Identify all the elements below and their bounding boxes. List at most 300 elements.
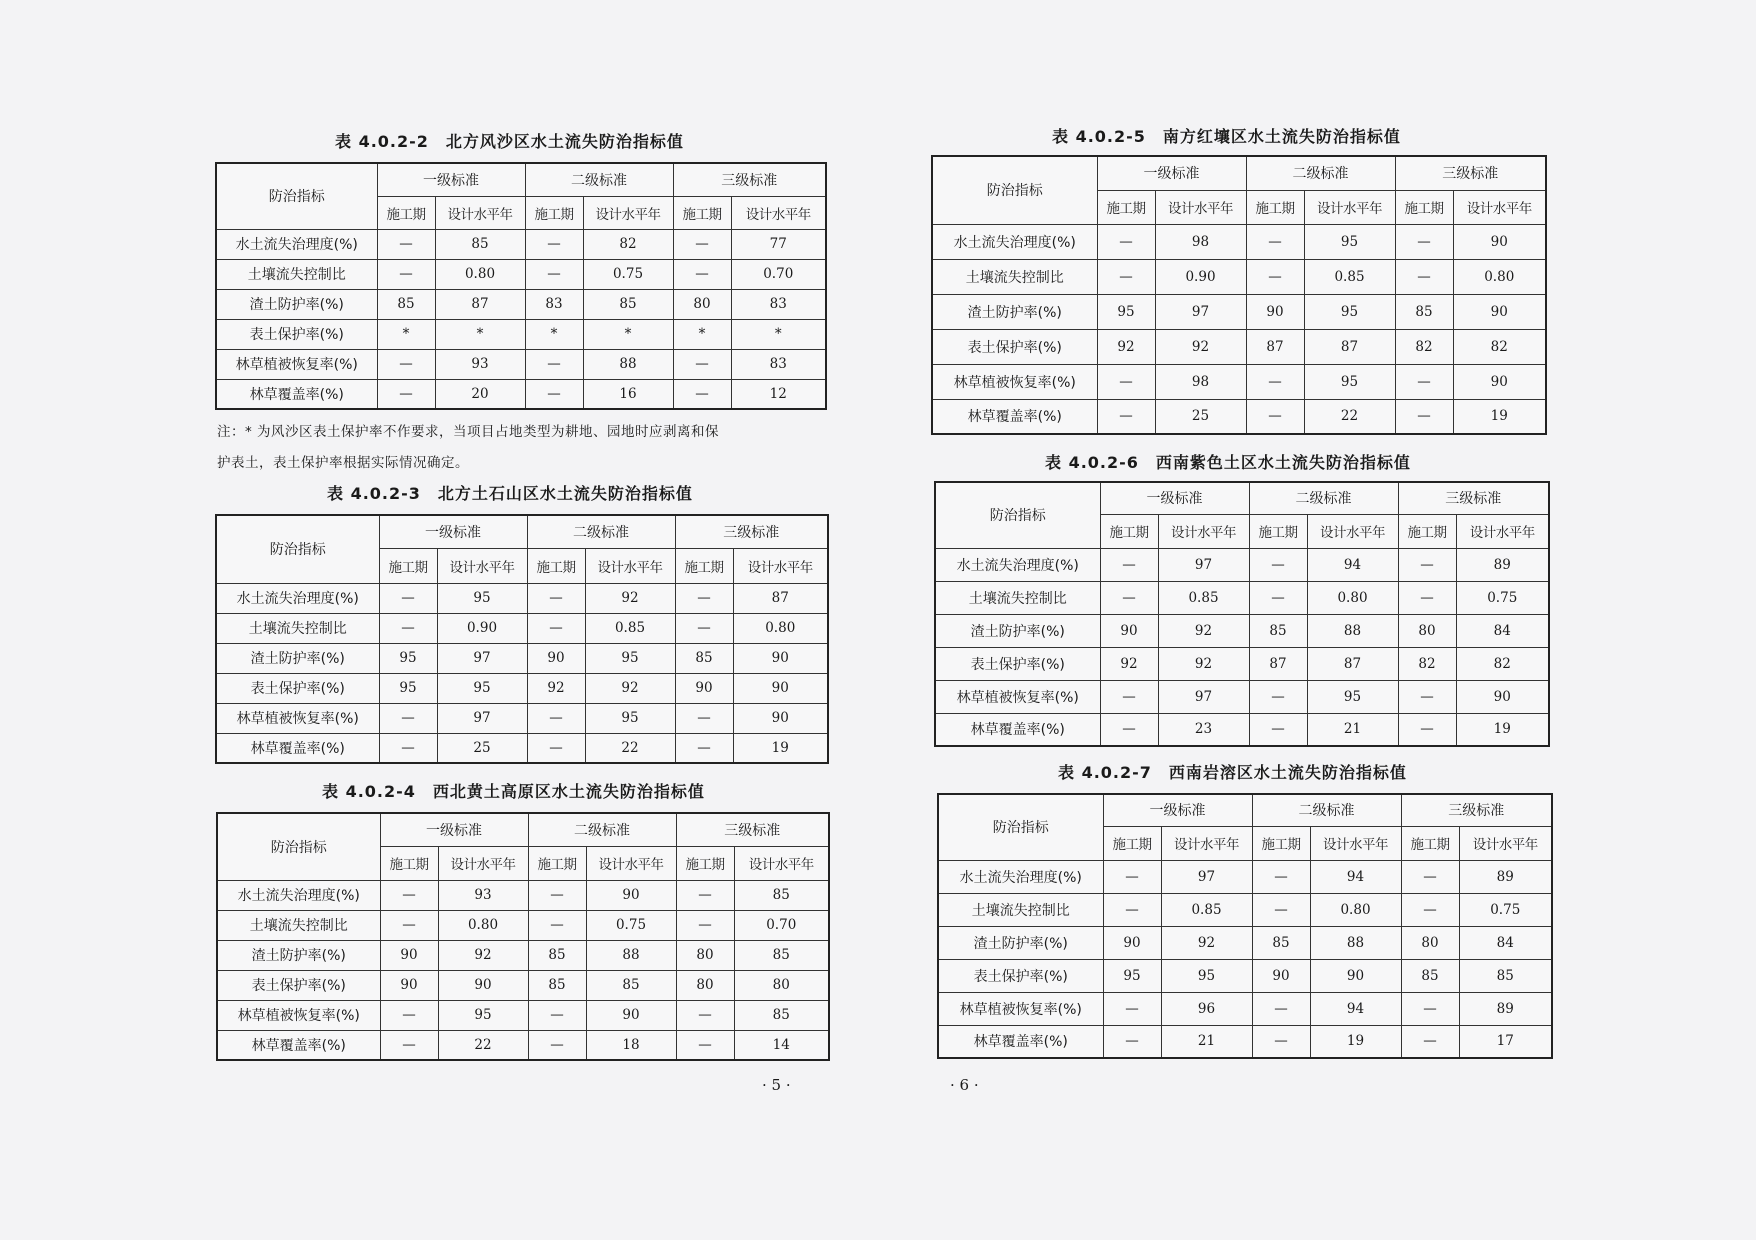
value-cell: — [1395, 259, 1453, 294]
value-cell: — [1246, 259, 1304, 294]
value-cell: — [1103, 1025, 1161, 1058]
value-cell: 90 [1453, 294, 1546, 329]
page-number: · 6 · [950, 1076, 979, 1094]
value-cell: — [1401, 860, 1459, 893]
value-cell: — [675, 733, 733, 763]
value-cell: — [1097, 259, 1155, 294]
header-level-1: 一级标准 [377, 163, 525, 196]
value-cell: 82 [1395, 329, 1453, 364]
row-label: 渣土防护率(%) [217, 940, 380, 970]
value-cell: — [1246, 399, 1304, 434]
table-row [216, 349, 826, 379]
table-row [216, 613, 828, 643]
value-cell: 93 [438, 880, 528, 910]
value-cell: 83 [731, 349, 826, 379]
value-cell: — [525, 229, 583, 259]
value-cell: 85 [528, 970, 586, 1000]
value-cell: 90 [380, 970, 438, 1000]
header-design-year: 设计水平年 [585, 548, 675, 583]
value-cell: 19 [1453, 399, 1546, 434]
row-label: 林草植被恢复率(%) [216, 703, 379, 733]
value-cell: — [377, 259, 435, 289]
value-cell: — [1100, 581, 1158, 614]
header-construction: 施工期 [1395, 190, 1453, 224]
value-cell: — [676, 1030, 734, 1060]
index-table [934, 481, 1550, 747]
value-cell: — [527, 583, 585, 613]
value-cell: 0.75 [1459, 893, 1552, 926]
value-cell: 19 [1310, 1025, 1401, 1058]
value-cell: 0.80 [435, 259, 525, 289]
value-cell: 95 [1097, 294, 1155, 329]
header-level-1: 一级标准 [380, 813, 528, 846]
value-cell: 80 [734, 970, 829, 1000]
header-construction: 施工期 [377, 196, 435, 229]
table-row [935, 713, 1549, 746]
table-caption: 表 4.0.2-6 西南紫色土区水土流失防治指标值 [1045, 453, 1411, 472]
value-cell: 25 [437, 733, 527, 763]
table-row [932, 294, 1546, 329]
value-cell: 93 [435, 349, 525, 379]
header-level-3: 三级标准 [676, 813, 829, 846]
value-cell: 92 [1161, 926, 1252, 959]
value-cell: — [528, 1000, 586, 1030]
value-cell: 83 [731, 289, 826, 319]
table-row [216, 289, 826, 319]
value-cell: — [1401, 893, 1459, 926]
table-row [217, 1000, 829, 1030]
value-cell: * [673, 319, 731, 349]
value-cell: — [1398, 581, 1456, 614]
value-cell: — [377, 349, 435, 379]
value-cell: 98 [1155, 364, 1246, 399]
value-cell: 21 [1161, 1025, 1252, 1058]
value-cell: — [1398, 680, 1456, 713]
row-label: 林草植被恢复率(%) [216, 349, 377, 379]
value-cell: — [1100, 680, 1158, 713]
value-cell: 97 [437, 643, 527, 673]
value-cell: — [527, 733, 585, 763]
value-cell: 80 [676, 970, 734, 1000]
table-row [932, 364, 1546, 399]
header-level-2: 二级标准 [525, 163, 673, 196]
index-table [937, 793, 1553, 1059]
row-label: 水土流失治理度(%) [935, 548, 1100, 581]
value-cell: 92 [1097, 329, 1155, 364]
value-cell: — [380, 1000, 438, 1030]
value-cell: — [1246, 224, 1304, 259]
value-cell: 85 [377, 289, 435, 319]
row-label: 土壤流失控制比 [938, 893, 1103, 926]
table-row [217, 1030, 829, 1060]
value-cell: 92 [585, 673, 675, 703]
header-level-2: 二级标准 [1252, 794, 1401, 826]
value-cell: 20 [435, 379, 525, 409]
value-cell: 95 [1304, 294, 1395, 329]
row-label: 表土保护率(%) [216, 673, 379, 703]
table-row [932, 329, 1546, 364]
row-label: 渣土防护率(%) [938, 926, 1103, 959]
table-row [935, 581, 1549, 614]
value-cell: 92 [1158, 614, 1249, 647]
value-cell: 0.85 [585, 613, 675, 643]
value-cell: — [675, 583, 733, 613]
value-cell: — [377, 379, 435, 409]
header-level-3: 三级标准 [673, 163, 826, 196]
value-cell: 90 [1453, 364, 1546, 399]
value-cell: 17 [1459, 1025, 1552, 1058]
value-cell: 85 [528, 940, 586, 970]
header-design-year: 设计水平年 [1161, 826, 1252, 860]
value-cell: 82 [1456, 647, 1549, 680]
value-cell: — [676, 910, 734, 940]
value-cell: 90 [380, 940, 438, 970]
value-cell: — [377, 229, 435, 259]
value-cell: 95 [438, 1000, 528, 1030]
table-caption: 表 4.0.2-5 南方红壤区水土流失防治指标值 [1052, 127, 1401, 146]
row-label: 林草植被恢复率(%) [935, 680, 1100, 713]
table-row [216, 229, 826, 259]
value-cell: 95 [437, 673, 527, 703]
value-cell: 87 [1304, 329, 1395, 364]
value-cell: 87 [733, 583, 828, 613]
table-row [938, 926, 1552, 959]
header-construction: 施工期 [1100, 514, 1158, 548]
value-cell: — [673, 229, 731, 259]
value-cell: 89 [1459, 860, 1552, 893]
table-caption: 表 4.0.2-4 西北黄土高原区水土流失防治指标值 [322, 782, 705, 801]
table-caption: 表 4.0.2-2 北方风沙区水土流失防治指标值 [335, 132, 684, 151]
header-design-year: 设计水平年 [1456, 514, 1549, 548]
row-label: 表土保护率(%) [932, 329, 1097, 364]
value-cell: 0.90 [1155, 259, 1246, 294]
value-cell: — [380, 880, 438, 910]
value-cell: 90 [1456, 680, 1549, 713]
value-cell: 88 [583, 349, 673, 379]
header-construction: 施工期 [528, 846, 586, 880]
header-indicator: 防治指标 [932, 156, 1097, 224]
value-cell: 90 [675, 673, 733, 703]
value-cell: 84 [1456, 614, 1549, 647]
header-level-2: 二级标准 [1246, 156, 1395, 190]
header-design-year: 设计水平年 [583, 196, 673, 229]
table-row [932, 224, 1546, 259]
value-cell: — [1252, 860, 1310, 893]
table-row [217, 880, 829, 910]
header-construction: 施工期 [1246, 190, 1304, 224]
table-row [935, 647, 1549, 680]
table-row [216, 733, 828, 763]
header-construction: 施工期 [1401, 826, 1459, 860]
value-cell: 85 [1252, 926, 1310, 959]
table-caption: 表 4.0.2-3 北方土石山区水土流失防治指标值 [327, 484, 693, 503]
row-label: 林草覆盖率(%) [938, 1025, 1103, 1058]
value-cell: — [379, 583, 437, 613]
value-cell: * [435, 319, 525, 349]
value-cell: 85 [1249, 614, 1307, 647]
value-cell: — [1395, 399, 1453, 434]
value-cell: 0.75 [1456, 581, 1549, 614]
header-design-year: 设计水平年 [1158, 514, 1249, 548]
value-cell: 83 [525, 289, 583, 319]
value-cell: — [1103, 992, 1161, 1025]
value-cell: 90 [527, 643, 585, 673]
row-label: 土壤流失控制比 [935, 581, 1100, 614]
value-cell: 95 [1161, 959, 1252, 992]
row-label: 渣土防护率(%) [216, 643, 379, 673]
header-level-1: 一级标准 [1100, 482, 1249, 514]
value-cell: 16 [583, 379, 673, 409]
value-cell: 90 [586, 1000, 676, 1030]
header-construction: 施工期 [525, 196, 583, 229]
value-cell: — [1395, 224, 1453, 259]
header-design-year: 设计水平年 [437, 548, 527, 583]
value-cell: 95 [379, 643, 437, 673]
table-row [216, 673, 828, 703]
value-cell: 97 [1161, 860, 1252, 893]
value-cell: 87 [1246, 329, 1304, 364]
value-cell: 90 [733, 643, 828, 673]
index-table [931, 155, 1547, 435]
header-level-1: 一级标准 [1097, 156, 1246, 190]
header-design-year: 设计水平年 [438, 846, 528, 880]
value-cell: 22 [438, 1030, 528, 1060]
value-cell: 89 [1456, 548, 1549, 581]
value-cell: * [583, 319, 673, 349]
header-level-3: 三级标准 [1398, 482, 1549, 514]
row-label: 水土流失治理度(%) [216, 229, 377, 259]
value-cell: — [525, 259, 583, 289]
value-cell: — [673, 349, 731, 379]
value-cell: 82 [583, 229, 673, 259]
value-cell: 90 [733, 703, 828, 733]
value-cell: 23 [1158, 713, 1249, 746]
value-cell: * [525, 319, 583, 349]
value-cell: 0.80 [1453, 259, 1546, 294]
header-construction: 施工期 [675, 548, 733, 583]
table-row [935, 680, 1549, 713]
row-label: 水土流失治理度(%) [216, 583, 379, 613]
value-cell: — [1252, 992, 1310, 1025]
value-cell: 95 [1304, 224, 1395, 259]
value-cell: — [1252, 893, 1310, 926]
value-cell: 92 [1158, 647, 1249, 680]
value-cell: 0.80 [1310, 893, 1401, 926]
value-cell: — [675, 613, 733, 643]
value-cell: 87 [1249, 647, 1307, 680]
value-cell: 0.90 [437, 613, 527, 643]
value-cell: 85 [435, 229, 525, 259]
header-design-year: 设计水平年 [1155, 190, 1246, 224]
table-row [216, 379, 826, 409]
value-cell: — [528, 1030, 586, 1060]
row-label: 表土保护率(%) [217, 970, 380, 1000]
header-indicator: 防治指标 [217, 813, 380, 880]
value-cell: 92 [1155, 329, 1246, 364]
table-row [216, 703, 828, 733]
value-cell: — [1246, 364, 1304, 399]
header-construction: 施工期 [1252, 826, 1310, 860]
row-label: 渣土防护率(%) [932, 294, 1097, 329]
table-row [935, 548, 1549, 581]
table-row [938, 1025, 1552, 1058]
header-level-2: 二级标准 [1249, 482, 1398, 514]
value-cell: * [377, 319, 435, 349]
value-cell: — [527, 703, 585, 733]
value-cell: 89 [1459, 992, 1552, 1025]
value-cell: 90 [1103, 926, 1161, 959]
value-cell: 0.85 [1158, 581, 1249, 614]
value-cell: 0.80 [438, 910, 528, 940]
value-cell: 90 [1310, 959, 1401, 992]
value-cell: 90 [1453, 224, 1546, 259]
table-row [217, 910, 829, 940]
value-cell: 85 [734, 940, 829, 970]
value-cell: — [525, 349, 583, 379]
header-construction: 施工期 [673, 196, 731, 229]
value-cell: 87 [435, 289, 525, 319]
row-label: 林草覆盖率(%) [932, 399, 1097, 434]
row-label: 林草植被恢复率(%) [217, 1000, 380, 1030]
value-cell: 0.75 [586, 910, 676, 940]
value-cell: 22 [1304, 399, 1395, 434]
header-level-3: 三级标准 [1401, 794, 1552, 826]
value-cell: 18 [586, 1030, 676, 1060]
row-label: 渣土防护率(%) [216, 289, 377, 319]
header-construction: 施工期 [1398, 514, 1456, 548]
row-label: 土壤流失控制比 [216, 259, 377, 289]
value-cell: 19 [733, 733, 828, 763]
value-cell: — [1100, 548, 1158, 581]
value-cell: — [528, 910, 586, 940]
value-cell: — [1249, 581, 1307, 614]
value-cell: 19 [1456, 713, 1549, 746]
value-cell: 92 [1100, 647, 1158, 680]
value-cell: 85 [734, 880, 829, 910]
header-design-year: 设计水平年 [733, 548, 828, 583]
value-cell: 87 [1307, 647, 1398, 680]
row-label: 水土流失治理度(%) [932, 224, 1097, 259]
value-cell: 82 [1398, 647, 1456, 680]
value-cell: 12 [731, 379, 826, 409]
value-cell: 95 [1307, 680, 1398, 713]
value-cell: — [527, 613, 585, 643]
header-indicator: 防治指标 [216, 163, 377, 229]
value-cell: 80 [1401, 926, 1459, 959]
value-cell: 90 [1100, 614, 1158, 647]
value-cell: — [1398, 713, 1456, 746]
row-label: 林草植被恢复率(%) [938, 992, 1103, 1025]
table-row [216, 643, 828, 673]
value-cell: 25 [1155, 399, 1246, 434]
value-cell: 97 [1158, 680, 1249, 713]
value-cell: — [676, 880, 734, 910]
header-indicator: 防治指标 [938, 794, 1103, 860]
value-cell: 85 [1459, 959, 1552, 992]
value-cell: 95 [585, 643, 675, 673]
value-cell: — [1249, 548, 1307, 581]
value-cell: 80 [1398, 614, 1456, 647]
header-level-3: 三级标准 [1395, 156, 1546, 190]
value-cell: 90 [733, 673, 828, 703]
value-cell: 85 [675, 643, 733, 673]
value-cell: 0.70 [731, 259, 826, 289]
table-row [938, 893, 1552, 926]
page-number: · 5 · [762, 1076, 791, 1094]
row-label: 水土流失治理度(%) [217, 880, 380, 910]
row-label: 土壤流失控制比 [216, 613, 379, 643]
value-cell: 77 [731, 229, 826, 259]
value-cell: — [1398, 548, 1456, 581]
row-label: 林草覆盖率(%) [217, 1030, 380, 1060]
value-cell: 94 [1310, 992, 1401, 1025]
value-cell: 95 [379, 673, 437, 703]
header-construction: 施工期 [1103, 826, 1161, 860]
table-row [216, 259, 826, 289]
value-cell: 95 [437, 583, 527, 613]
index-table [215, 162, 827, 410]
header-construction: 施工期 [1249, 514, 1307, 548]
value-cell: 96 [1161, 992, 1252, 1025]
value-cell: — [673, 259, 731, 289]
header-construction: 施工期 [380, 846, 438, 880]
value-cell: — [525, 379, 583, 409]
row-label: 水土流失治理度(%) [938, 860, 1103, 893]
value-cell: 0.70 [734, 910, 829, 940]
table-note: 护表土，表土保护率根据实际情况确定。 [217, 455, 469, 471]
value-cell: — [379, 733, 437, 763]
header-design-year: 设计水平年 [1453, 190, 1546, 224]
row-label: 表土保护率(%) [216, 319, 377, 349]
value-cell: — [1401, 1025, 1459, 1058]
table-row [938, 860, 1552, 893]
header-indicator: 防治指标 [935, 482, 1100, 548]
header-design-year: 设计水平年 [1459, 826, 1552, 860]
value-cell: 90 [438, 970, 528, 1000]
value-cell: — [1395, 364, 1453, 399]
value-cell: 97 [1158, 548, 1249, 581]
value-cell: — [379, 703, 437, 733]
value-cell: 88 [1310, 926, 1401, 959]
table-row [938, 992, 1552, 1025]
value-cell: — [380, 1030, 438, 1060]
value-cell: 92 [585, 583, 675, 613]
header-design-year: 设计水平年 [1304, 190, 1395, 224]
table-row [938, 959, 1552, 992]
value-cell: 98 [1155, 224, 1246, 259]
header-design-year: 设计水平年 [731, 196, 826, 229]
value-cell: — [1401, 992, 1459, 1025]
header-level-3: 三级标准 [675, 515, 828, 548]
header-design-year: 设计水平年 [586, 846, 676, 880]
header-design-year: 设计水平年 [435, 196, 525, 229]
header-level-2: 二级标准 [528, 813, 676, 846]
value-cell: * [731, 319, 826, 349]
value-cell: 82 [1453, 329, 1546, 364]
value-cell: 22 [585, 733, 675, 763]
value-cell: — [379, 613, 437, 643]
value-cell: 95 [1103, 959, 1161, 992]
value-cell: 0.85 [1161, 893, 1252, 926]
header-construction: 施工期 [527, 548, 585, 583]
header-construction: 施工期 [676, 846, 734, 880]
value-cell: 0.80 [733, 613, 828, 643]
value-cell: 97 [437, 703, 527, 733]
table-row [216, 583, 828, 613]
value-cell: 94 [1310, 860, 1401, 893]
value-cell: 85 [734, 1000, 829, 1030]
value-cell: — [1097, 364, 1155, 399]
